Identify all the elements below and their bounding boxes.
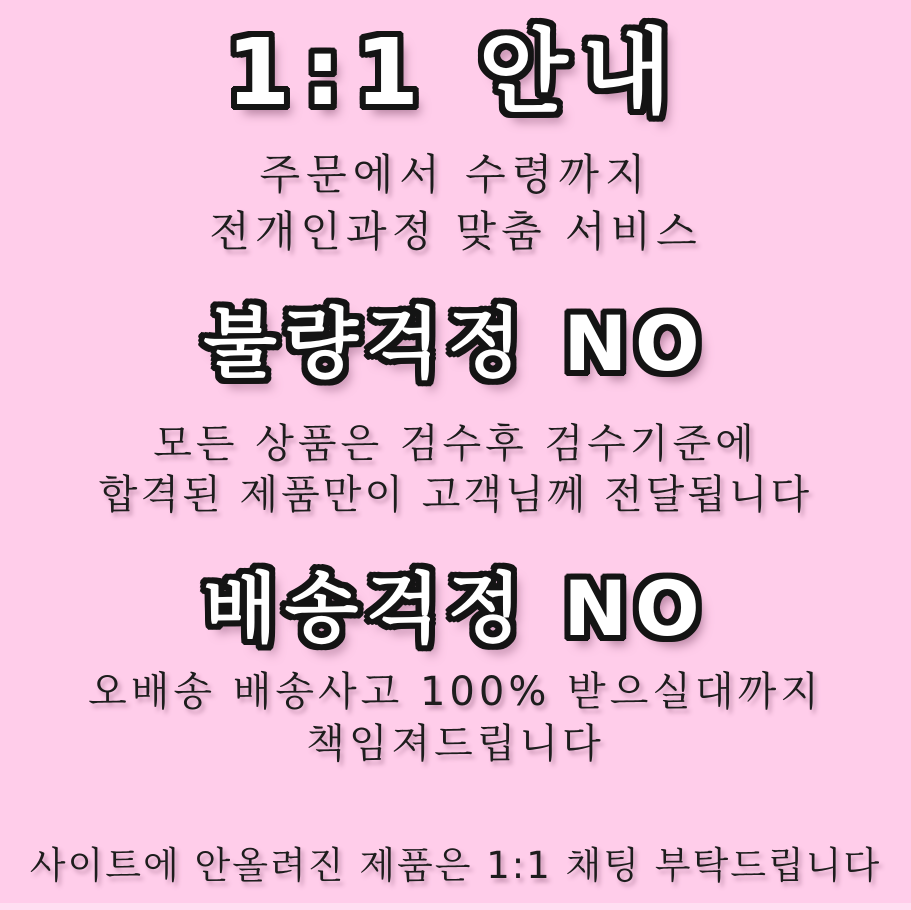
- bottom-edge-strip: [0, 903, 911, 910]
- section-shipping-body-line-1: 오배송 배송사고 100% 받으실대까지: [88, 669, 823, 715]
- section-heading-shipping-worry-no: 배송걱정 NO: [203, 564, 708, 653]
- intro-line-2: 전개인과정 맞춤 서비스: [209, 207, 702, 256]
- section-shipping-body-line-2: 책임져드립니다: [306, 721, 605, 767]
- section-heading-defect-worry-no: 불량걱정 NO: [203, 299, 708, 388]
- section-defect-body-line-1: 모든 상품은 검수후 검수기준에: [153, 421, 758, 467]
- section-defect-body-line-2: 합격된 제품만이 고객님께 전달됩니다: [98, 472, 813, 518]
- footer-note: 사이트에 안올려진 제품은 1:1 채팅 부탁드립니다: [29, 844, 882, 887]
- page-title: 1:1 안내: [226, 19, 685, 126]
- intro-line-1: 주문에서 수령까지: [259, 150, 652, 199]
